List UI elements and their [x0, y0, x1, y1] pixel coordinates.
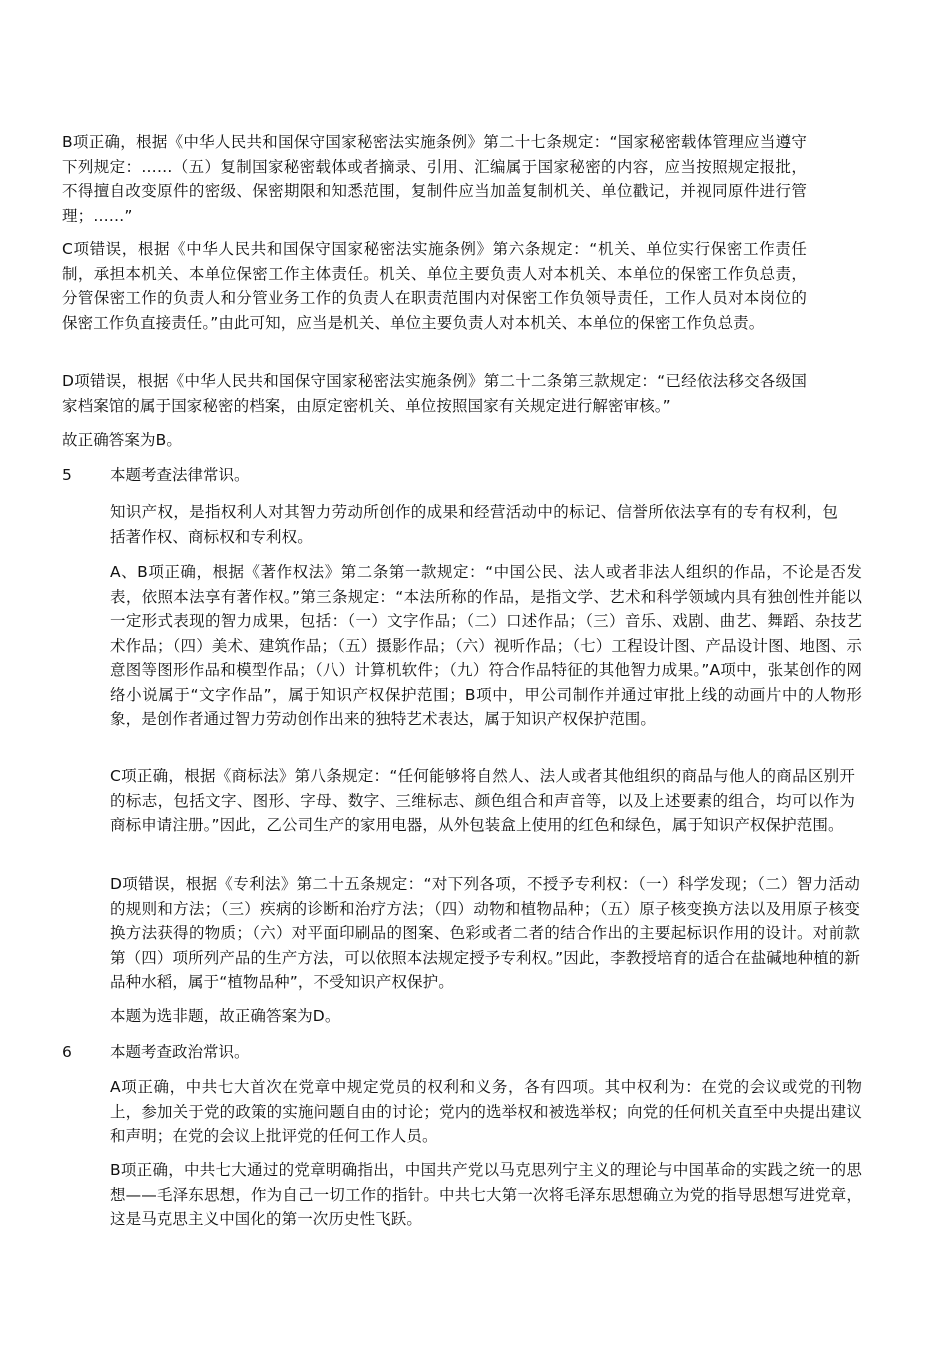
q6-b-correct: B项正确，中共七大通过的党章明确指出，中国共产党以马克思列宁主义的理论与中国革命的实践之统一的思想——毛泽东思想，作为自己一切工作的指针。中共七大第一次将毛泽东思想确立为党的指导思想写进党章，这是马克思主义中国化的第一次历史性飞跃。 [110, 1161, 862, 1228]
paragraph-prev-b-correct: B项正确，根据《中华人民共和国保守国家秘密法实施条例》第二十七条规定：“国家秘密载体管理应当遵守下列规定：……（五）复制国家秘密载体或者摘录、引用、汇编属于国家秘密的内容，应当按照规定报批，不得擅自改变原件的密级、保密期限和知悉范围，复制件应当加盖复制机关、单位戳记，并视同原件进行管理；……” [62, 133, 807, 225]
q5-c-correct: C项正确，根据《商标法》第八条规定：“任何能够将自然人、法人或者其他组织的商品与他人的商品区别开的标志，包括文字、图形、字母、数字、三维标志、颜色组合和声音等，以及上述要素的组合，均可以作为商标申请注册。”因此，乙公司生产的家用电器，从外包装盒上使用的红色和绿色，属于知识产权保护范围。 [110, 767, 855, 834]
q5-intro: 知识产权，是指权利人对其智力劳动所创作的成果和经营活动中的标记、信誉所依法享有的专有权利，包括著作权、商标权和专利权。 [110, 503, 838, 546]
question-heading-5: 本题考查法律常识。 [110, 466, 250, 484]
q6-a-correct: A项正确，中共七大首次在党章中规定党员的权利和义务，各有四项。其中权利为：在党的会议或党的刊物上，参加关于党的政策的实施问题自由的讨论；党内的选举权和被选举权；向党的任何机关直至中央提出建议和声明；在党的会议上批评党的任何工作人员。 [110, 1078, 862, 1145]
paragraph-prev-c-wrong: C项错误，根据《中华人民共和国保守国家秘密法实施条例》第六条规定：“机关、单位实行保密工作责任制，承担本机关、本单位保密工作主体责任。机关、单位主要负责人对本机关、本单位的保密工作负总责，分管保密工作的负责人和分管业务工作的负责人在职责范围内对保密工作负领导责任，工作人员对本岗位的保密工作负直接责任。”由此可知，应当是机关、单位主要负责人对本机关、本单位的保密工作负总责。 [62, 240, 807, 332]
question-number-6: 6 [62, 1043, 72, 1061]
question-number-5: 5 [62, 466, 72, 484]
q5-answer: 本题为选非题，故正确答案为D。 [110, 1007, 341, 1025]
paragraph-prev-d-wrong: D项错误，根据《中华人民共和国保守国家秘密法实施条例》第二十二条第三款规定：“已经依法移交各级国家档案馆的属于国家秘密的档案，由原定密机关、单位按照国家有关规定进行解密审核。” [62, 372, 807, 415]
question-heading-6: 本题考查政治常识。 [110, 1043, 250, 1061]
paragraph-prev-answer: 故正确答案为B。 [62, 431, 182, 449]
q5-ab-correct: A、B项正确，根据《著作权法》第二条第一款规定：“中国公民、法人或者非法人组织的作品，不论是否发表，依照本法享有著作权。”第三条规定：“本法所称的作品，是指文学、艺术和科学领域内具有独创性并能以一定形式表现的智力成果，包括：（一）文字作品；（二）口述作品；（三）音乐、戏剧、曲艺、舞蹈、杂技艺术作品；（四）美术、建筑作品；（五）摄影作品；（六）视听作品；（七）工程设计图、产品设计图、地图、示意图等图形作品和模型作品；（八）计算机软件；（九）符合作品特征的其他智力成果。”A项中，张某创作的网络小说属于“文字作品”，属于知识产权保护范围；B项中，甲公司制作并通过审批上线的动画片中的人物形象，是创作者通过智力劳动创作出来的独特艺术表达，属于知识产权保护范围。 [110, 563, 862, 728]
q5-d-wrong: D项错误，根据《专利法》第二十五条规定：“对下列各项，不授予专利权：（一）科学发现；（二）智力活动的规则和方法；（三）疾病的诊断和治疗方法；（四）动物和植物品种；（五）原子核变换方法以及用原子核变换方法获得的物质；（六）对平面印刷品的图案、色彩或者二者的结合作出的主要起标识作用的设计。对前款第（四）项所列产品的生产方法，可以依照本法规定授予专利权。”因此，李教授培育的适合在盐碱地种植的新品种水稻，属于“植物品种”，不受知识产权保护。 [110, 875, 860, 991]
